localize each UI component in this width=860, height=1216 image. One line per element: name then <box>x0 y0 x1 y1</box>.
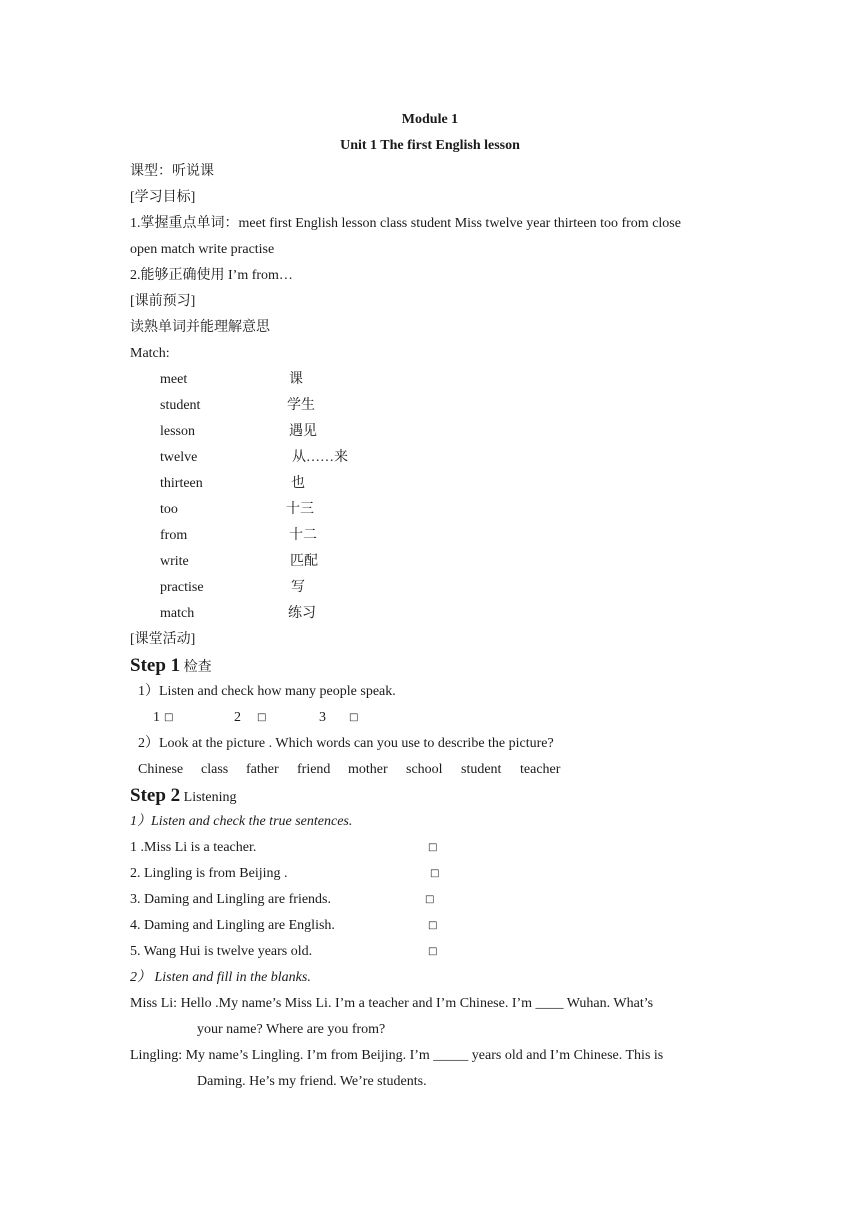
dialogue-line: Lingling: My name’s Lingling. I’m from Beijing. I’m _____ years old and I’m Chinese. This is <box>130 1048 664 1063</box>
dialogue-line: your name? Where are you from? <box>197 1022 386 1037</box>
goal-1-line-2: open match write practise <box>130 242 275 257</box>
step-1-question-1: 1）Listen and check how many people speak. <box>138 684 396 699</box>
module-title: Module 1 <box>401 112 459 127</box>
step-1-heading <box>130 655 212 679</box>
option-2-checkbox[interactable]: □ <box>257 712 267 723</box>
match-left-word: student <box>160 398 201 413</box>
match-right-word: 从……来 <box>292 450 348 465</box>
true-sentence: 4. Daming and Lingling are English. <box>130 918 335 933</box>
sentence-checkbox[interactable]: □ <box>428 946 438 957</box>
option-2: 2 <box>234 710 241 725</box>
step-1-question-2: 2）Look at the picture . Which words can you use to describe the picture? <box>138 736 554 751</box>
activities-heading: [课堂活动] <box>130 632 196 647</box>
sentence-checkbox[interactable]: □ <box>428 842 438 853</box>
option-1: 1 <box>153 710 160 725</box>
match-right-word: 十三 <box>286 502 314 517</box>
true-sentence: 2. Lingling is from Beijing . <box>130 866 288 881</box>
word-chip: student <box>461 762 502 777</box>
step-1-label: Step 1 <box>130 655 181 676</box>
match-right-word: 十二 <box>289 528 317 543</box>
option-3-checkbox[interactable]: □ <box>349 712 359 723</box>
sentence-checkbox[interactable]: □ <box>428 920 438 931</box>
match-right-word: 匹配 <box>290 554 318 569</box>
match-right-word: 遇见 <box>289 424 317 439</box>
dialogue-line: Daming. He’s my friend. We’re students. <box>197 1074 427 1089</box>
step-1-sub: 检查 <box>183 660 212 675</box>
word-chip: father <box>246 762 279 777</box>
option-1-checkbox[interactable]: □ <box>164 712 174 723</box>
goals-heading: [学习目标] <box>130 190 196 205</box>
match-left-word: match <box>160 606 195 621</box>
true-sentence: 5. Wang Hui is twelve years old. <box>130 944 313 959</box>
sentence-checkbox[interactable]: □ <box>430 868 440 879</box>
match-right-word: 写 <box>291 580 305 595</box>
match-left-word: from <box>160 528 188 543</box>
match-left-word: too <box>160 502 178 517</box>
goal-1-line-1: 1.掌握重点单词：meet first English lesson class student Miss twelve year thirteen too from close <box>130 216 681 231</box>
true-sentence: 3. Daming and Lingling are friends. <box>130 892 332 907</box>
unit-title: Unit 1 The first English lesson <box>340 138 520 153</box>
preview-heading: [课前预习] <box>130 294 196 309</box>
match-right-word: 课 <box>289 372 303 387</box>
match-left-word: meet <box>160 372 188 387</box>
word-chip: mother <box>348 762 388 777</box>
dialogue-line: Miss Li: Hello .My name’s Miss Li. I’m a teacher and I’m Chinese. I’m ____ Wuhan. What’s <box>130 996 654 1011</box>
step-2-label: Step 2 <box>130 785 181 806</box>
match-left-word: lesson <box>160 424 195 439</box>
preview-instruction: 读熟单词并能理解意思 <box>130 320 270 335</box>
goal-2: 2.能够正确使用 I’m from… <box>130 268 293 283</box>
match-left-word: thirteen <box>160 476 203 491</box>
match-left-word: practise <box>160 580 204 595</box>
match-left-word: twelve <box>160 450 198 465</box>
step-2-heading <box>130 785 237 809</box>
match-right-word: 也 <box>291 476 305 491</box>
word-chip: class <box>201 762 229 777</box>
word-chip: Chinese <box>138 762 184 777</box>
step-2-question-2: 2） Listen and fill in the blanks. <box>130 970 311 985</box>
match-right-word: 学生 <box>287 398 315 413</box>
word-chip: school <box>406 762 443 777</box>
match-right-word: 练习 <box>288 606 316 621</box>
lesson-type: 课型：听说课 <box>130 164 214 179</box>
word-chip: friend <box>297 762 331 777</box>
step-2-question-1: 1）Listen and check the true sentences. <box>130 814 353 829</box>
true-sentence: 1 .Miss Li is a teacher. <box>130 840 257 855</box>
match-label: Match: <box>130 346 170 361</box>
step-2-sub: Listening <box>183 790 237 805</box>
match-left-word: write <box>160 554 189 569</box>
option-3: 3 <box>319 710 326 725</box>
sentence-checkbox[interactable]: □ <box>425 894 435 905</box>
word-chip: teacher <box>520 762 561 777</box>
